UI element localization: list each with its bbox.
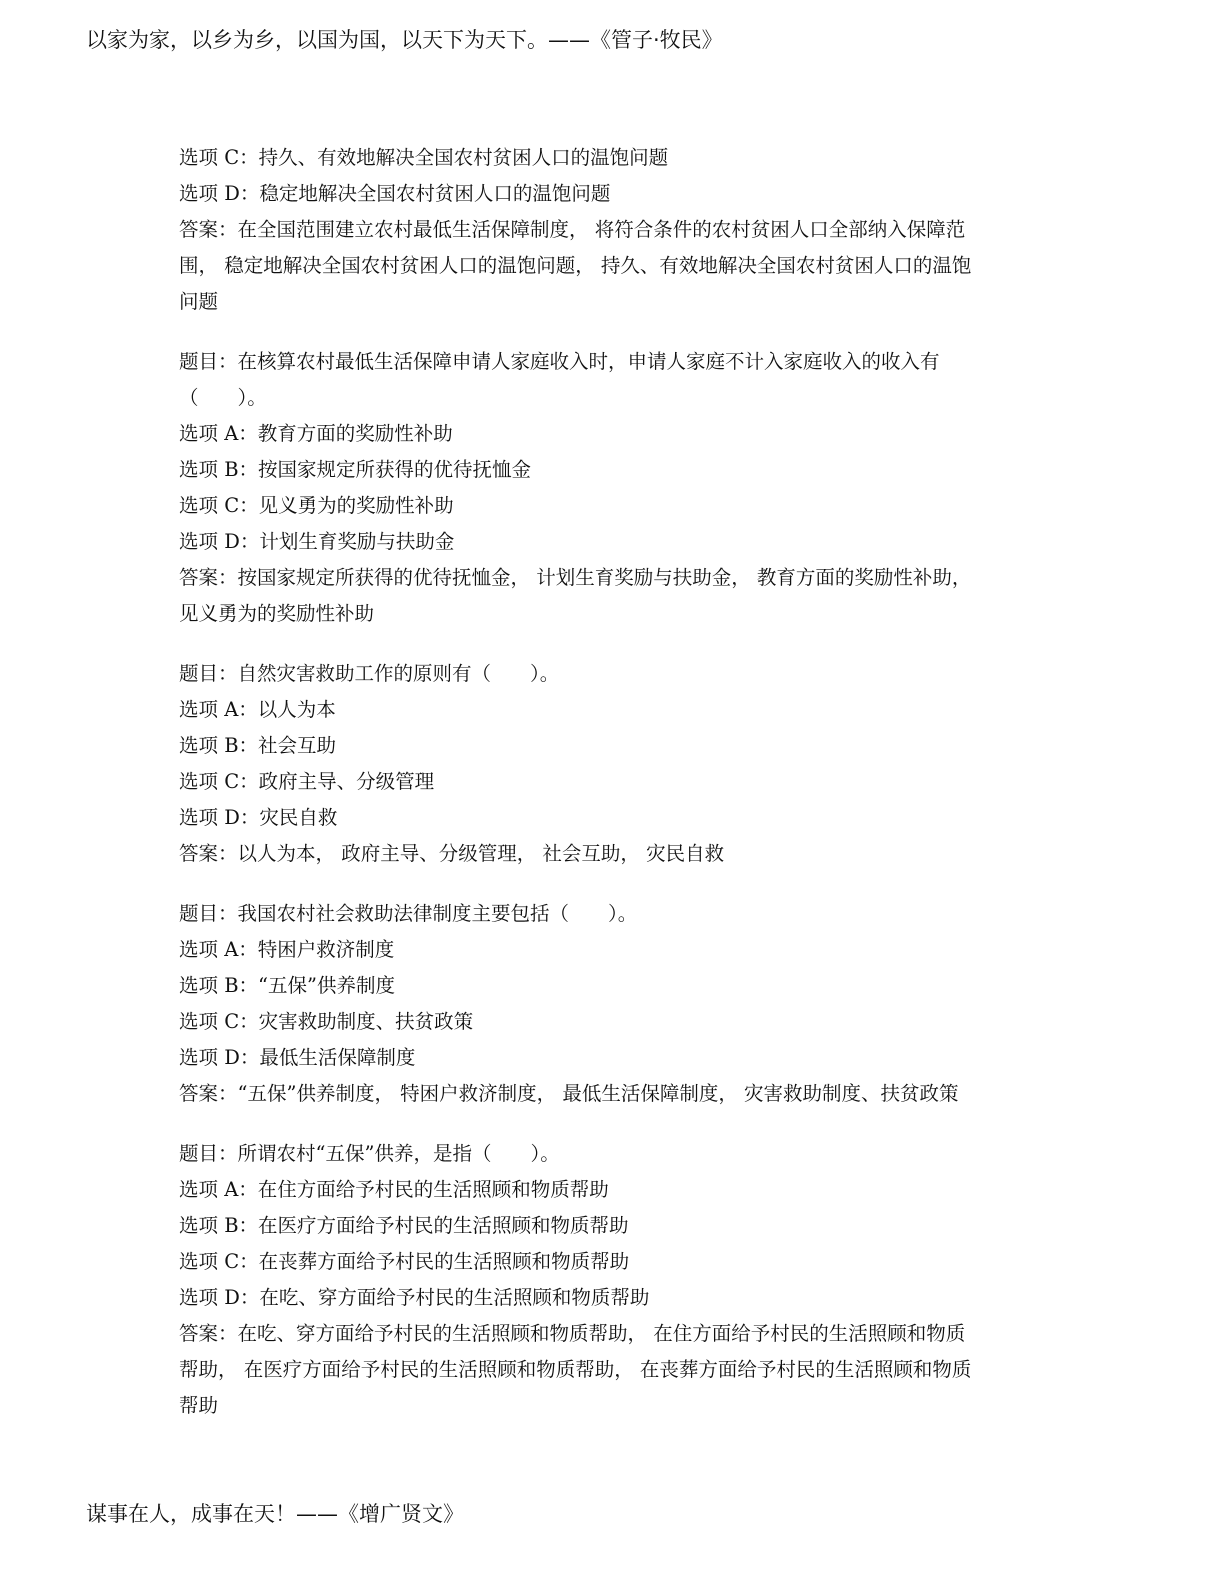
question-text: （ ）。: [179, 386, 267, 409]
question-item: [179, 656, 1024, 872]
question-item: [179, 896, 1024, 1112]
option-b: 选项 B：按国家规定所获得的优待抚恤金: [179, 458, 532, 481]
option-d: 选项 D：稳定地解决全国农村贫困人口的温饱问题: [179, 182, 611, 205]
question-text: 题目：在核算农村最低生活保障申请人家庭收入时，申请人家庭不计入家庭收入的收入有: [179, 350, 940, 373]
answer-line: 答案：“五保”供养制度， 特困户救济制度， 最低生活保障制度， 灾害救助制度、扶贫政策: [179, 1082, 959, 1105]
partial-item: [179, 140, 1024, 320]
question-text: 题目：我国农村社会救助法律制度主要包括（ ）。: [179, 902, 638, 925]
option-d: 选项 D：在吃、穿方面给予村民的生活照顾和物质帮助: [179, 1286, 650, 1309]
answer-line: 围， 稳定地解决全国农村贫困人口的温饱问题， 持久、有效地解决全国农村贫困人口的温饱: [179, 254, 972, 277]
answer-line: 帮助: [179, 1394, 219, 1417]
answer-line: 答案：以人为本， 政府主导、分级管理， 社会互助， 灾民自救: [179, 842, 725, 865]
option-c: 选项 C：灾害救助制度、扶贫政策: [179, 1010, 474, 1033]
option-b: 选项 B：“五保”供养制度: [179, 974, 395, 997]
exam-content: [179, 140, 1024, 1424]
answer-line: 答案：在吃、穿方面给予村民的生活照顾和物质帮助， 在住方面给予村民的生活照顾和物质: [179, 1322, 966, 1345]
option-d: 选项 D：计划生育奖励与扶助金: [179, 530, 455, 553]
footer-quote: 谋事在人，成事在天！——《增广贤文》: [86, 1502, 464, 1526]
option-a: 选项 A：在住方面给予村民的生活照顾和物质帮助: [179, 1178, 609, 1201]
answer-line: 答案：按国家规定所获得的优待抚恤金， 计划生育奖励与扶助金， 教育方面的奖励性补助，: [179, 566, 972, 589]
option-c: 选项 C：在丧葬方面给予村民的生活照顾和物质帮助: [179, 1250, 630, 1273]
option-b: 选项 B：社会互助: [179, 734, 337, 757]
option-a: 选项 A：特困户救济制度: [179, 938, 395, 961]
option-a: 选项 A：教育方面的奖励性补助: [179, 422, 453, 445]
answer-line: 答案：在全国范围建立农村最低生活保障制度， 将符合条件的农村贫困人口全部纳入保障范: [179, 218, 966, 241]
answer-line: 帮助， 在医疗方面给予村民的生活照顾和物质帮助， 在丧葬方面给予村民的生活照顾和物质: [179, 1358, 972, 1381]
question-text: 题目：所谓农村“五保”供养，是指（ ）。: [179, 1142, 560, 1165]
option-c: 选项 C：政府主导、分级管理: [179, 770, 435, 793]
option-b: 选项 B：在医疗方面给予村民的生活照顾和物质帮助: [179, 1214, 629, 1237]
option-d: 选项 D：最低生活保障制度: [179, 1046, 416, 1069]
answer-line: 见义勇为的奖励性补助: [179, 602, 375, 625]
option-c: 选项 C：见义勇为的奖励性补助: [179, 494, 454, 517]
option-d: 选项 D：灾民自救: [179, 806, 338, 829]
question-item: [179, 344, 1024, 632]
header-quote: 以家为家，以乡为乡，以国为国，以天下为天下。——《管子·牧民》: [86, 28, 723, 52]
answer-line: 问题: [179, 290, 219, 313]
question-text: 题目：自然灾害救助工作的原则有（ ）。: [179, 662, 560, 685]
question-item: [179, 1136, 1024, 1424]
option-a: 选项 A：以人为本: [179, 698, 336, 721]
option-c: 选项 C：持久、有效地解决全国农村贫困人口的温饱问题: [179, 146, 669, 169]
